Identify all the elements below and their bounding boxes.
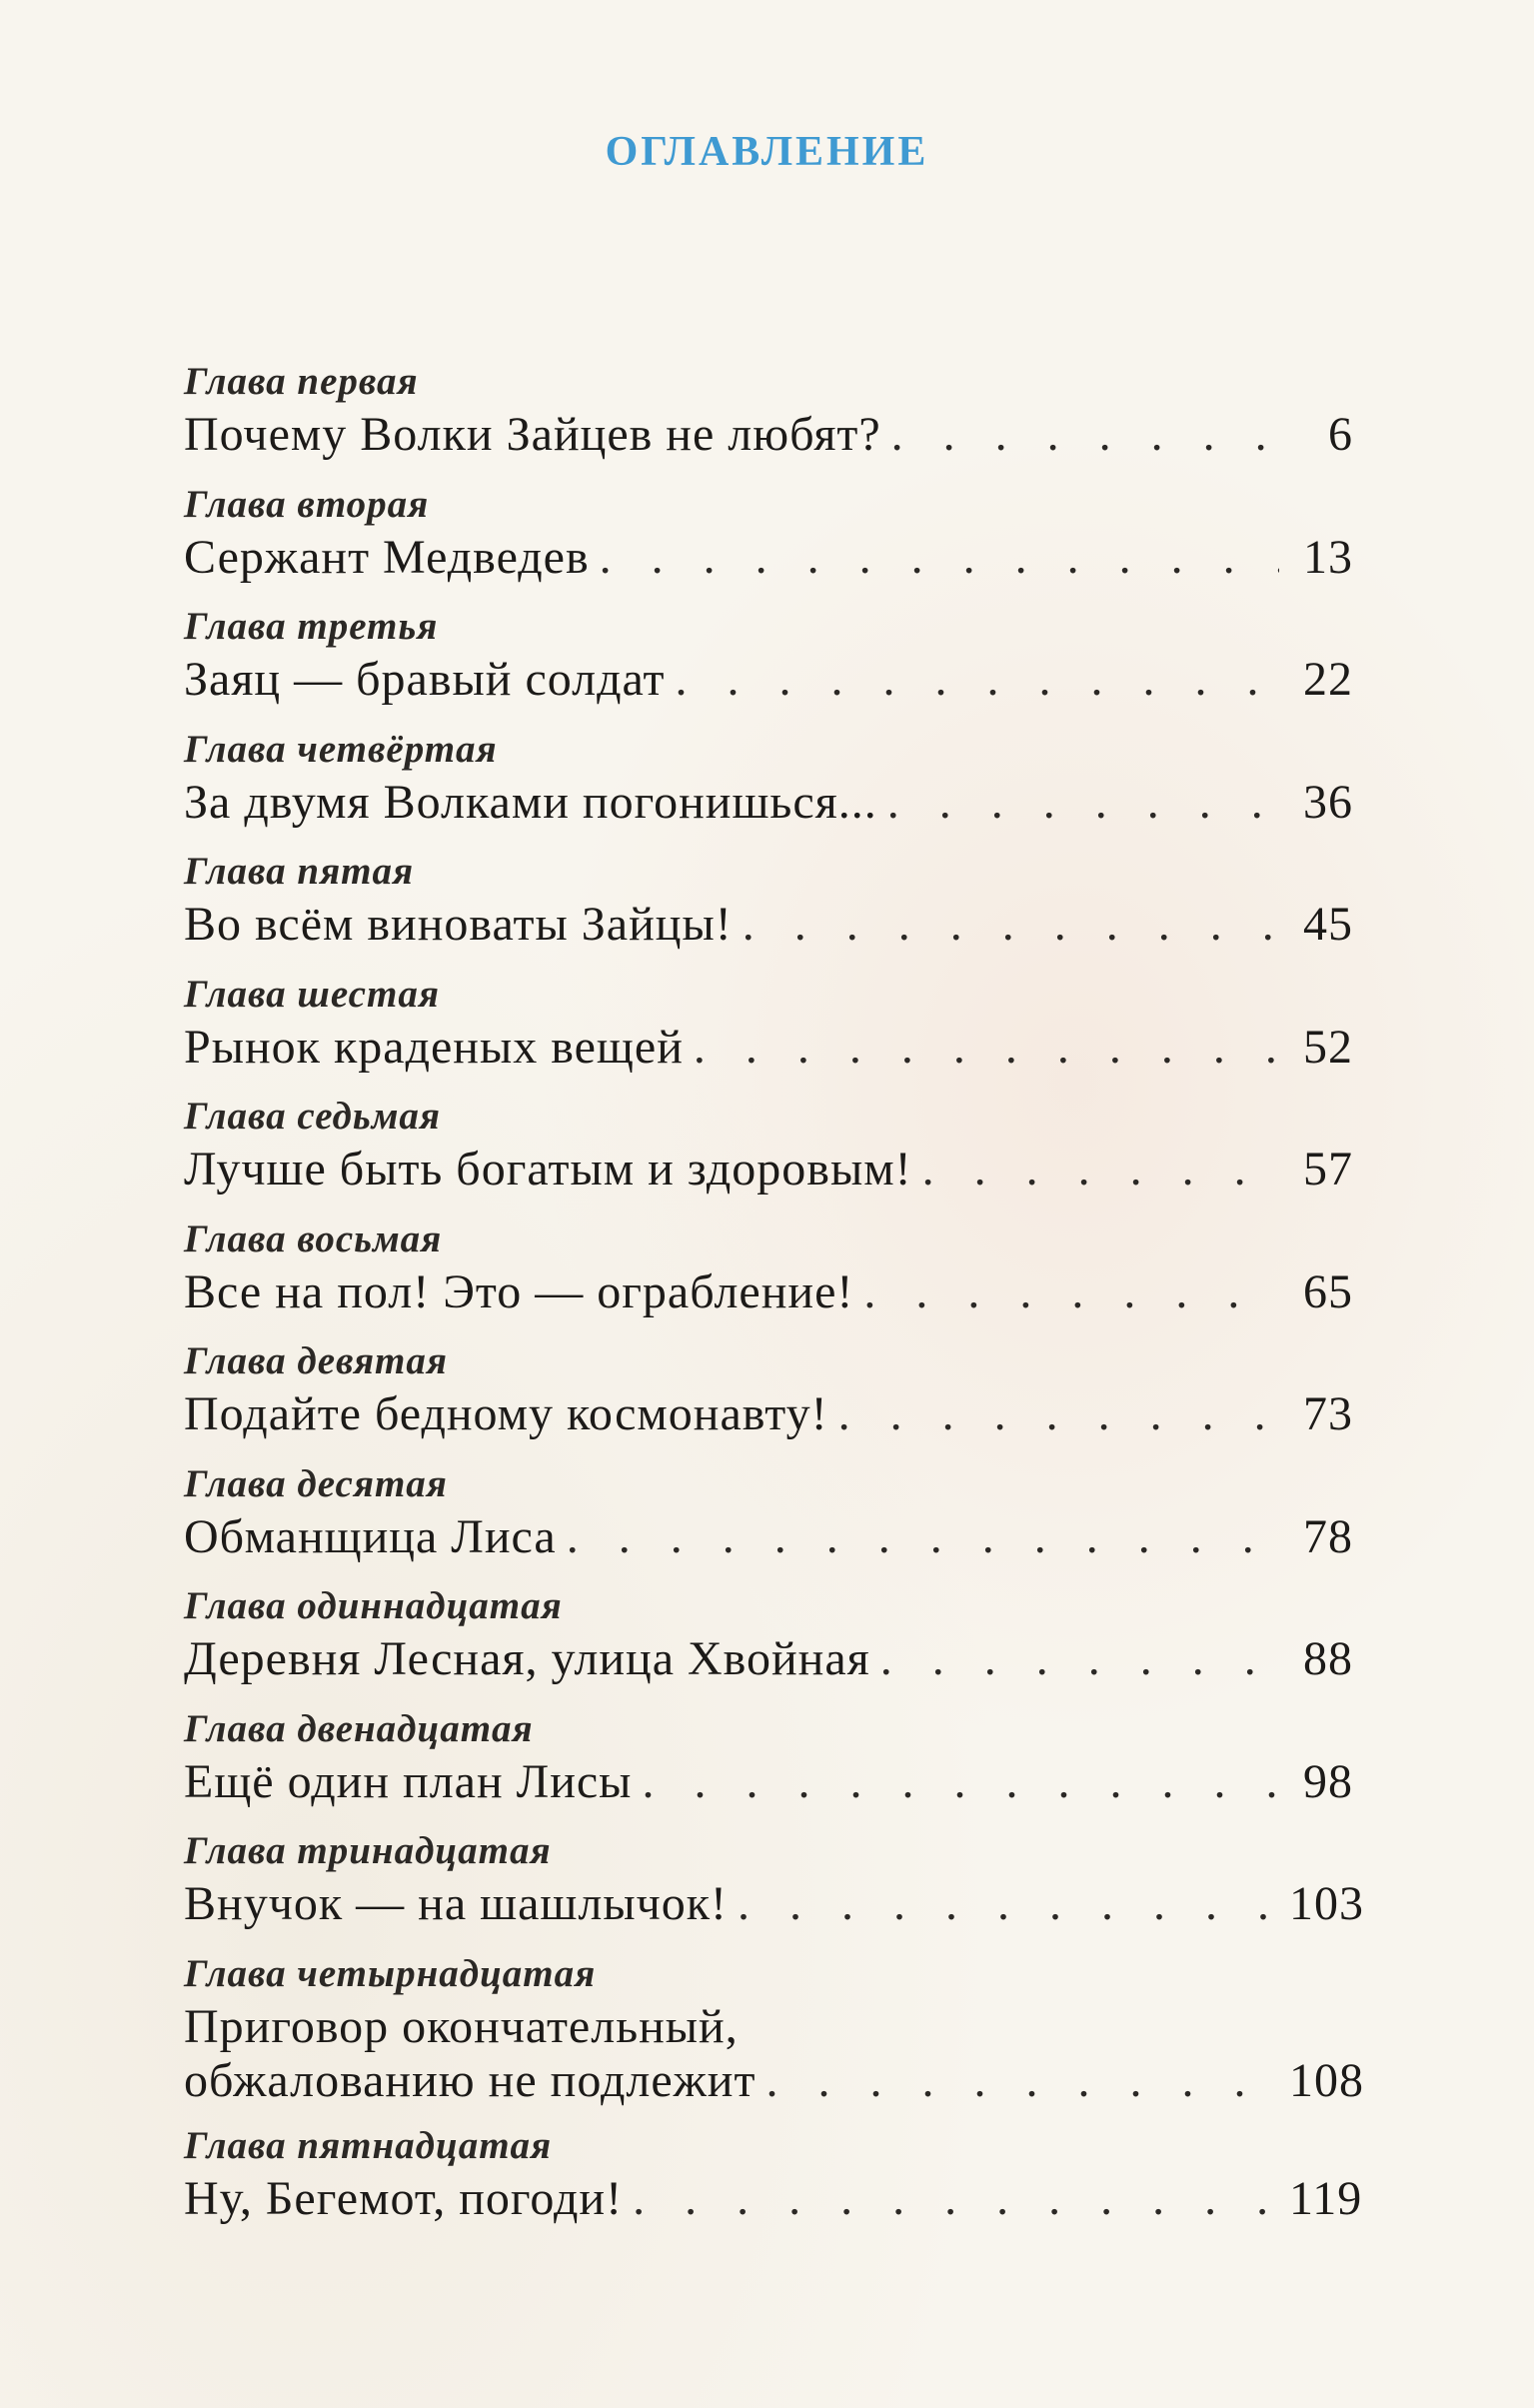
page-number: 65 bbox=[1303, 1264, 1353, 1318]
dot-leader bbox=[743, 898, 1279, 952]
title-row bbox=[184, 1755, 1353, 1809]
page-number: 22 bbox=[1303, 653, 1353, 706]
chapter-title: Подайте бедному космонавту! bbox=[184, 1387, 828, 1440]
dot-leader bbox=[922, 1143, 1279, 1197]
dot-leader bbox=[600, 531, 1279, 585]
chapter-title-line1: Приговор окончательный, bbox=[184, 1999, 739, 2053]
dot-leader bbox=[880, 1632, 1279, 1686]
dot-leader bbox=[766, 2054, 1279, 2108]
page-number: 57 bbox=[1303, 1143, 1353, 1196]
chapter-title: Рынок краденых вещей bbox=[184, 1020, 684, 1074]
toc-entry bbox=[184, 605, 1353, 728]
chapter-label: Глава восьмая bbox=[184, 1216, 443, 1260]
toc-entry bbox=[184, 360, 1353, 483]
title-row bbox=[184, 1021, 1353, 1075]
title-row bbox=[184, 408, 1353, 462]
title-row bbox=[184, 2053, 1364, 2108]
chapter-title: Лучше быть богатым и здоровым! bbox=[184, 1143, 912, 1196]
chapter-title: Деревня Лесная, улица Хвойная bbox=[184, 1632, 870, 1685]
dot-leader bbox=[676, 653, 1279, 707]
dot-leader bbox=[738, 1877, 1279, 1931]
chapter-label: Глава пятая bbox=[184, 850, 415, 893]
chapter-label: Глава пятнадцатая bbox=[184, 2123, 553, 2167]
chapter-title: обжалованию не подлежит bbox=[184, 2053, 757, 2107]
title-row bbox=[184, 1510, 1353, 1564]
chapter-title: Все на пол! Это — ограбление! bbox=[184, 1264, 854, 1318]
chapter-title: Заяц — бравый солдат bbox=[184, 653, 666, 706]
toc-entry bbox=[184, 1339, 1353, 1462]
chapter-label: Глава четвёртая bbox=[184, 727, 498, 771]
page-number: 36 bbox=[1303, 775, 1353, 829]
toc-entry bbox=[184, 1095, 1353, 1217]
dot-leader bbox=[863, 1265, 1279, 1319]
chapter-title: За двумя Волками погонишься... bbox=[184, 775, 877, 829]
chapter-title: Во всём виноваты Зайцы! bbox=[184, 898, 733, 951]
toc-entry bbox=[184, 1707, 1353, 1830]
dot-leader bbox=[694, 1021, 1279, 1075]
table-of-contents bbox=[184, 360, 1364, 2246]
dot-leader bbox=[838, 1387, 1279, 1441]
chapter-label: Глава одиннадцатая bbox=[184, 1584, 563, 1627]
chapter-title: Сержант Медведев bbox=[184, 530, 590, 584]
chapter-label: Глава шестая bbox=[184, 972, 440, 1016]
dot-leader bbox=[633, 2172, 1279, 2226]
page-number: 45 bbox=[1303, 898, 1353, 951]
toc-entry bbox=[184, 1217, 1353, 1340]
toc-entry bbox=[184, 728, 1353, 851]
chapter-label: Глава седьмая bbox=[184, 1095, 442, 1138]
dot-leader bbox=[891, 408, 1279, 462]
title-row bbox=[184, 2171, 1363, 2226]
toc-entry bbox=[184, 483, 1353, 606]
toc-entry bbox=[184, 1584, 1353, 1707]
chapter-label: Глава первая bbox=[184, 360, 419, 403]
chapter-label: Глава тринадцатая bbox=[184, 1829, 552, 1872]
page-number: 108 bbox=[1289, 2053, 1364, 2107]
title-row bbox=[184, 898, 1353, 952]
page-number: 52 bbox=[1303, 1020, 1353, 1074]
page-number: 98 bbox=[1303, 1754, 1353, 1808]
chapter-label: Глава десятая bbox=[184, 1461, 448, 1505]
chapter-title: Внучок — на шашлычок! bbox=[184, 1877, 729, 1930]
chapter-label: Глава девятая bbox=[184, 1339, 448, 1382]
title-row bbox=[184, 1387, 1353, 1441]
page-number: 88 bbox=[1303, 1632, 1353, 1685]
toc-entry bbox=[184, 850, 1353, 973]
dot-leader bbox=[887, 776, 1279, 830]
chapter-title: Ну, Бегемот, погоди! bbox=[184, 2171, 624, 2225]
title-row bbox=[184, 1265, 1353, 1319]
title-row bbox=[184, 653, 1353, 707]
page-number: 119 bbox=[1289, 2171, 1363, 2225]
dot-leader bbox=[642, 1755, 1279, 1809]
chapter-label: Глава двенадцатая bbox=[184, 1706, 534, 1750]
toc-entry bbox=[184, 1462, 1353, 1585]
title-row bbox=[184, 1143, 1353, 1197]
chapter-label: Глава четырнадцатая bbox=[184, 1951, 597, 1995]
chapter-title: Ещё один план Лисы bbox=[184, 1754, 633, 1808]
toc-entry bbox=[184, 1951, 1364, 2124]
toc-entry bbox=[184, 1829, 1364, 1952]
title-row bbox=[184, 531, 1353, 585]
toc-entry bbox=[184, 2123, 1363, 2247]
chapter-title: Обманщица Лиса bbox=[184, 1509, 557, 1563]
toc-entry bbox=[184, 973, 1353, 1096]
dot-leader bbox=[567, 1510, 1279, 1564]
page-number: 103 bbox=[1289, 1877, 1364, 1930]
chapter-label: Глава третья bbox=[184, 605, 439, 648]
page-number: 6 bbox=[1328, 408, 1353, 461]
chapter-title: Почему Волки Зайцев не любят? bbox=[184, 408, 881, 461]
toc-heading: ОГЛАВЛЕНИЕ bbox=[605, 129, 929, 175]
title-row bbox=[184, 776, 1353, 830]
title-row bbox=[184, 1877, 1364, 1931]
chapter-label: Глава вторая bbox=[184, 482, 430, 526]
page-number: 73 bbox=[1303, 1387, 1353, 1440]
page-number: 78 bbox=[1303, 1509, 1353, 1563]
title-row bbox=[184, 1632, 1353, 1686]
page-number: 13 bbox=[1303, 530, 1353, 584]
